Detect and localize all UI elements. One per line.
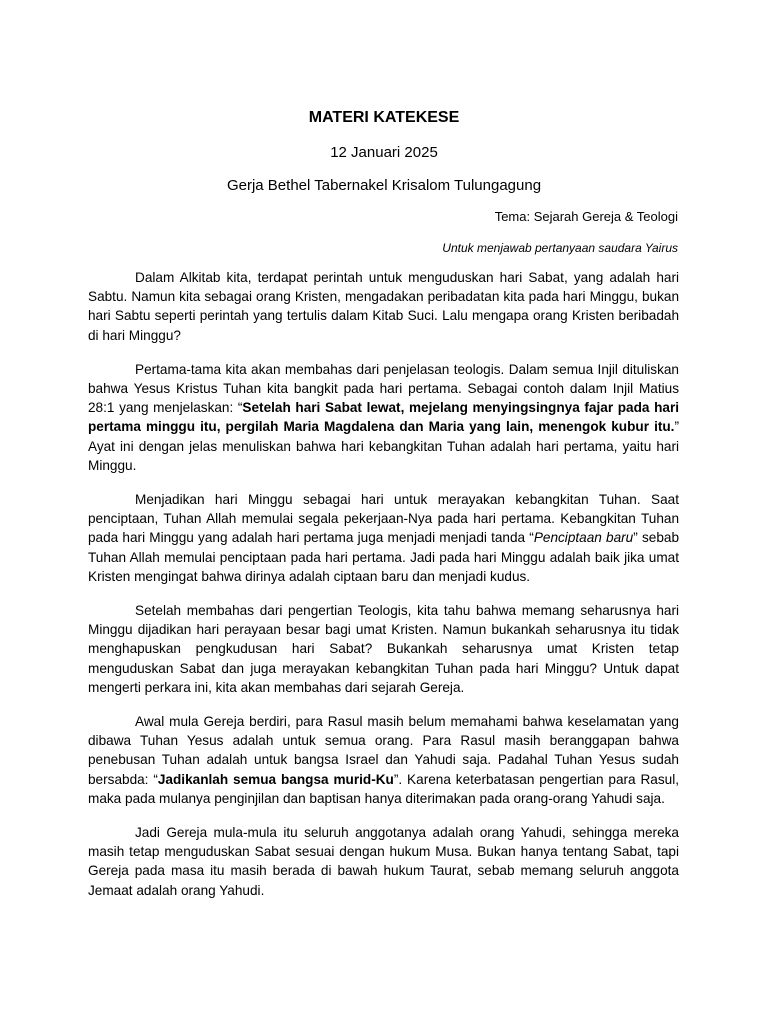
church-name: Gerja Bethel Tabernakel Krisalom Tulungagung	[226, 177, 542, 194]
paragraph-4	[88, 601, 679, 697]
paragraph-3	[88, 490, 679, 586]
emphasis-term: Penciptaan baru	[533, 530, 634, 546]
paragraph-2	[88, 360, 679, 475]
paragraph-text: ” Ayat ini dengan jelas menuliskan bahwa hari kebangkitan Tuhan adalah hari pertama, yaitu hari Minggu.	[88, 419, 679, 473]
paragraph-6	[88, 823, 679, 900]
paragraph-text: Menjadikan hari Minggu sebagai hari untuk merayakan kebangkitan Tuhan. Saat penciptaan, Tuhan Allah memulai segala pekerjaan-Nya pada hari pertama. Kebangkitan Tuhan pada hari Minggu yang adalah hari pertama juga menjadi menjadi tanda “	[88, 492, 679, 546]
document-body	[88, 268, 679, 900]
paragraph-1	[88, 268, 679, 345]
paragraph-text: Setelah membahas dari pengertian Teologis, kita tahu bahwa memang seharusnya hari Minggu dijadikan hari perayaan besar bagi umat Kristen. Namun bukankah seharusnya itu tidak menghapuskan pengkudusan hari Sabat? Bukankah seharusnya umat Kristen tetap menguduskan Sabat dan juga merayakan kebangkitan Tuhan pada hari Minggu? Untuk dapat mengerti perkara ini, kita akan membahas dari sejarah Gereja.	[88, 603, 679, 695]
bible-quote: Jadikanlah semua bangsa murid-Ku	[157, 771, 394, 787]
topic-line: Tema: Sejarah Gereja & Teologi	[494, 209, 678, 224]
paragraph-text: Awal mula Gereja berdiri, para Rasul masih belum memahami bahwa keselamatan yang dibawa Tuhan Yesus adalah untuk semua orang. Para Rasul masih beranggapan bahwa penebusan Tuhan adalah untuk bangsa Israel dan Yahudi saja. Padahal Tuhan Yesus sudah bersabda: “	[88, 714, 679, 787]
paragraph-text: Dalam Alkitab kita, terdapat perintah untuk menguduskan hari Sabat, yang adalah hari Sabtu. Namun kita sebagai orang Kristen, mengadakan peribadatan kita pada hari Minggu, bukan hari Sabtu seperti perintah yang tertulis dalam Kitab Suci. Lalu mengapa orang Kristen beribadah di hari Minggu?	[88, 270, 679, 343]
paragraph-text: Jadi Gereja mula-mula itu seluruh anggotanya adalah orang Yahudi, sehingga mereka masih tetap menguduskan Sabat sesuai dengan hukum Musa. Bukan hanya tentang Sabat, tapi Gereja pada masa itu masih berada di bawah hukum Taurat, sebab memang seluruh anggota Jemaat adalah orang Yahudi.	[88, 825, 679, 898]
paragraph-text: ” sebab Tuhan Allah memulai penciptaan pada hari pertama. Jadi pada hari Minggu adalah baik jika umat Kristen mengingat bahwa dirinya adalah ciptaan baru dan menjadi kudus.	[88, 530, 680, 584]
document-title: MATERI KATEKESE	[308, 109, 460, 126]
paragraph-text: Pertama-tama kita akan membahas dari penjelasan teologis. Dalam semua Injil dituliskan bahwa Yesus Kristus Tuhan kita bangkit pada hari pertama. Sebagai contoh dalam Injil Matius 28:1 yang menjelaskan: “	[88, 361, 679, 416]
paragraph-text: ”. Karena keterbatasan pengertian para Rasul, maka pada mulanya penginjilan dan baptisan hanya diterimakan pada orang-orang Yahudi saja.	[88, 771, 680, 806]
purpose-note: Untuk menjawab pertanyaan saudara Yairus	[442, 241, 678, 255]
bible-quote: Setelah hari Sabat lewat, mejelang menyingsingnya fajar pada hari pertama minggu itu, pergilah Maria Magdalena dan Maria yang lain, menengok kubur itu.	[88, 400, 680, 435]
paragraph-5	[88, 712, 679, 808]
document-date: 12 Januari 2025	[330, 144, 438, 161]
